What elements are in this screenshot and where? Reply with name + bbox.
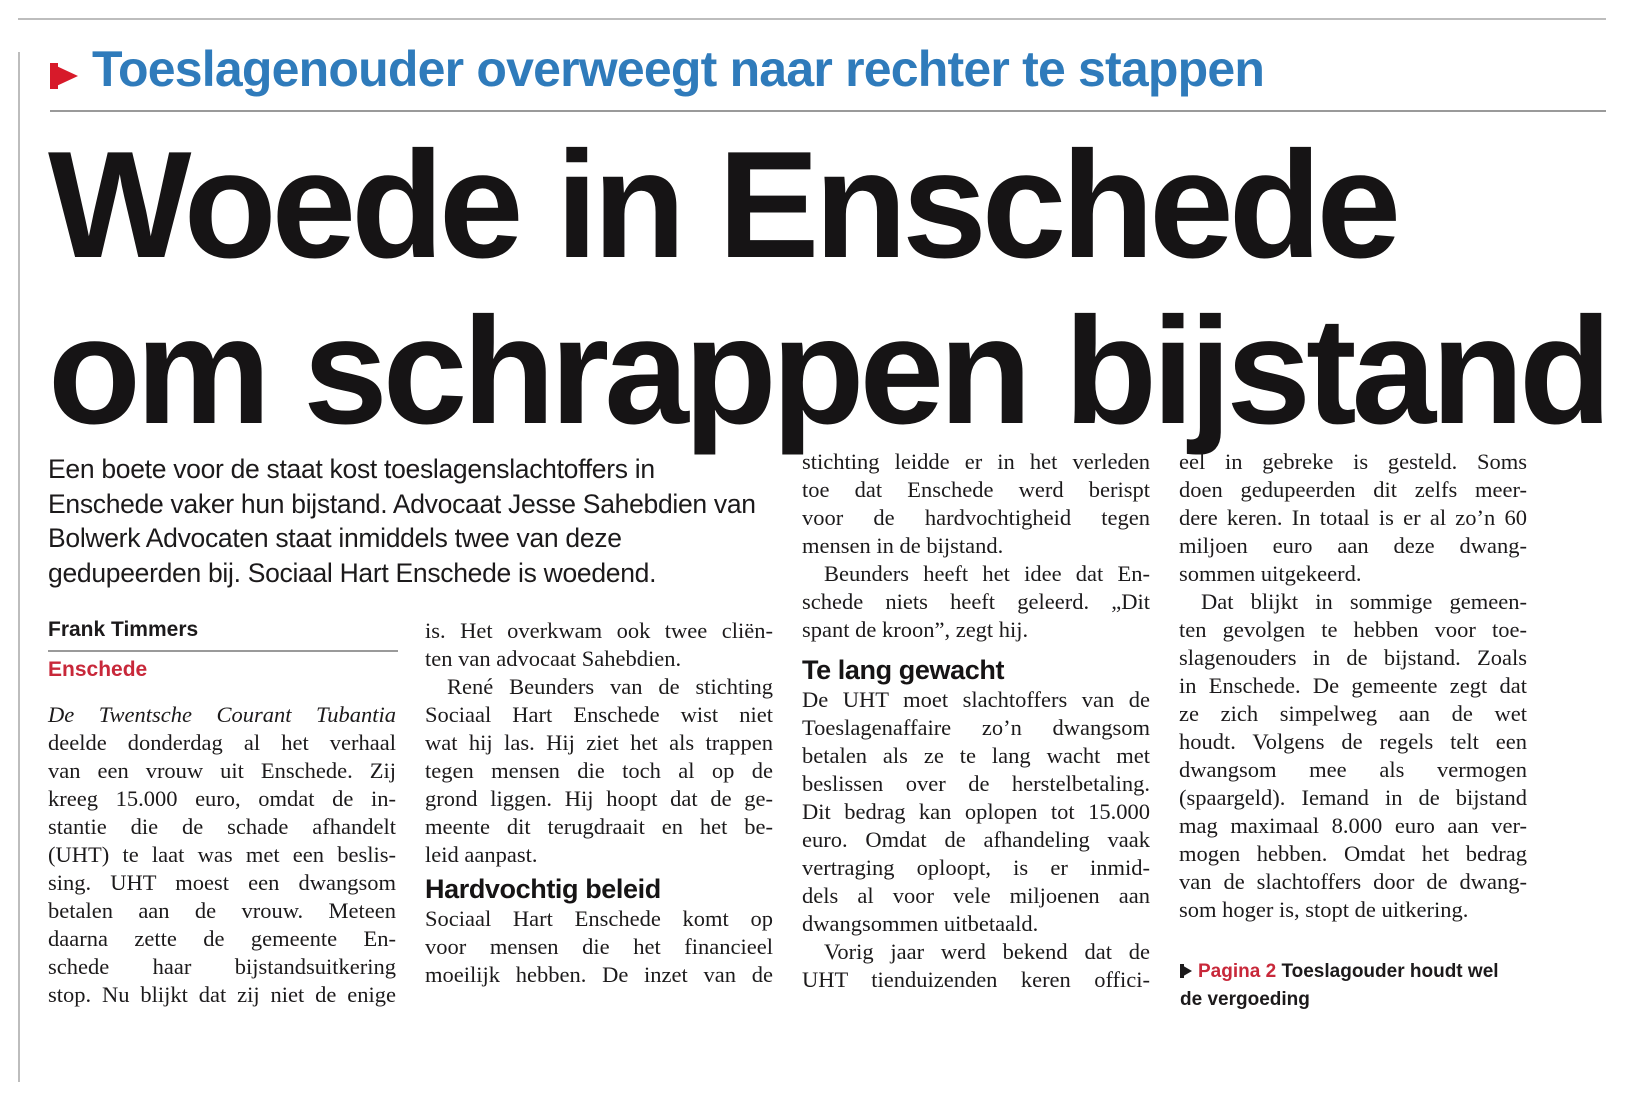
lede-line: gedupeerden bij. Sociaal Hart Enschede is woedend.: [48, 557, 657, 588]
body-line: Dat blijkt in sommige gemeen-: [1201, 589, 1527, 614]
body-line: slagenouders in de bijstand. Zoals: [1179, 645, 1527, 670]
body-line: Vorig jaar werd bekend dat de: [824, 939, 1150, 964]
page-reference[interactable]: [1180, 958, 1540, 1014]
lede-line: Bolwerk Advocaten staat inmiddels twee van deze: [48, 523, 622, 553]
body-line: stichting leidde er in het verleden: [802, 449, 1150, 474]
byline-rule: [48, 650, 398, 652]
body-line: dwangsommen uitbetaald.: [802, 911, 1039, 936]
headline-line-1: Woede in Enschede: [48, 120, 1397, 290]
page-reference-number: Pagina 2: [1198, 961, 1277, 982]
body-line: van een vrouw uit Enschede. Zij: [48, 758, 396, 783]
body-column-4: [1179, 448, 1527, 924]
body-column-3: [802, 448, 1150, 994]
body-line: meente dit terugdraait en het be-: [425, 814, 773, 839]
body-line: beslissen over de herstelbetaling.: [802, 771, 1150, 796]
body-line: wat hij las. Hij ziet het als trappen: [425, 730, 773, 755]
body-line: eel in gebreke is gesteld. Soms: [1179, 449, 1527, 474]
kicker-arrow-icon: [50, 63, 78, 89]
body-line: euro. Omdat de afhandeling vaak: [802, 827, 1150, 852]
body-column-2: [425, 617, 773, 989]
body-line: van de slachtoffers door de dwang-: [1179, 869, 1527, 894]
body-line: voor mensen die het financieel: [425, 934, 773, 959]
page-reference-text: Toeslagouder houdt wel: [1281, 961, 1499, 982]
body-line: ten van advocaat Sahebdien.: [425, 646, 682, 671]
headline: [48, 122, 1618, 454]
body-line: mag maximaal 8.000 euro aan ver-: [1179, 813, 1527, 838]
body-line: stantie die de schade afhandelt: [48, 814, 396, 839]
top-rule: [18, 18, 1606, 20]
body-line: vertraging oploopt, is er inmid-: [802, 855, 1150, 880]
body-line: is. Het overkwam ook twee cliën-: [425, 618, 773, 643]
body-line: moeilijk hebben. De inzet van de: [425, 962, 773, 987]
body-line: ten gevolgen te hebben voor toe-: [1179, 617, 1527, 642]
body-line: houdt. Volgens de regels telt een: [1179, 729, 1527, 754]
arrow-right-icon: [1180, 964, 1192, 978]
body-line: schede haar bijstandsuitkering: [48, 954, 396, 979]
body-line: tegen mensen die toch al op de: [425, 758, 773, 783]
body-line: dels al voor vele miljoenen aan: [802, 883, 1150, 908]
body-line: sing. UHT moest een dwangsom: [48, 870, 396, 895]
body-line: doen gedupeerden dit zelfs meer-: [1179, 477, 1527, 502]
body-line: kreeg 15.000 euro, omdat de in-: [48, 786, 396, 811]
body-line: UHT tienduizenden keren offici-: [802, 967, 1150, 992]
body-line: (spaargeld). Iemand in de bijstand: [1179, 785, 1527, 810]
body-line: sommen uitgekeerd.: [1179, 561, 1362, 586]
body-line: mogen hebben. Omdat het bedrag: [1179, 841, 1527, 866]
dateline-place: Enschede: [48, 658, 148, 681]
body-line: Toeslagenaffaire zo’n dwangsom: [802, 715, 1150, 740]
body-line: som hoger is, stopt de uitkering.: [1179, 897, 1469, 922]
body-line: spant de kroon”, zegt hij.: [802, 617, 1029, 642]
body-line: betalen als ze te lang wacht met: [802, 743, 1150, 768]
kicker-rule: [50, 110, 1606, 112]
left-rule: [18, 52, 20, 1082]
body-line: Sociaal Hart Enschede komt op: [425, 906, 773, 931]
body-line: ze zich simpelweg aan de wet: [1179, 701, 1527, 726]
lede-line: Enschede vaker hun bijstand. Advocaat Jesse Sahebdien van: [48, 488, 756, 519]
body-line: leid aanpast.: [425, 842, 538, 867]
body-line: (UHT) te laat was met een beslis-: [48, 842, 396, 867]
body-line: Dit bedrag kan oplopen tot 15.000: [802, 799, 1150, 824]
body-line: miljoen euro aan deze dwang-: [1179, 533, 1527, 558]
body-line: toe dat Enschede werd berispt: [802, 477, 1150, 502]
body-line: mensen in de bijstand.: [802, 533, 1004, 558]
kicker-text: Toeslagenouder overweegt naar rechter te stappen: [92, 41, 1265, 97]
page-reference-text-2: de vergoeding: [1180, 989, 1310, 1010]
body-line: De UHT moet slachtoffers van de: [802, 687, 1150, 712]
body-line: Sociaal Hart Enschede wist niet: [425, 702, 773, 727]
body-line: voor de hardvochtigheid tegen: [802, 505, 1150, 530]
body-line: daarna zette de gemeente En-: [48, 926, 396, 951]
body-line: René Beunders van de stichting: [447, 674, 773, 699]
kicker: [50, 38, 1606, 108]
byline: [48, 618, 398, 682]
lede-line: Een boete voor de staat kost toeslagenslachtoffers in: [48, 454, 655, 484]
headline-line-2: om schrappen bijstand: [48, 286, 1607, 456]
lede: [48, 452, 788, 590]
author-name: Frank Timmers: [48, 618, 199, 641]
body-column-1: [48, 701, 396, 1009]
body-line: in Enschede. De gemeente zegt dat: [1179, 673, 1527, 698]
body-line: Beunders heeft het idee dat En-: [824, 561, 1150, 586]
subhead-hardvochtig-beleid: Hardvochtig beleid: [425, 874, 661, 904]
body-line: dere keren. In totaal is er al zo’n 60: [1179, 505, 1527, 530]
body-line: De Twentsche Courant Tubantia: [48, 702, 396, 727]
subhead-te-lang-gewacht: Te lang gewacht: [802, 655, 1005, 685]
body-line: betalen aan de vrouw. Meteen: [48, 898, 396, 923]
body-line: schede niets heeft geleerd. „Dit: [802, 589, 1150, 614]
body-line: deelde donderdag al het verhaal: [48, 730, 396, 755]
body-line: stop. Nu blijkt dat zij niet de enige: [48, 982, 396, 1007]
body-line: dwangsom mee als vermogen: [1179, 757, 1527, 782]
body-line: grond liggen. Hij hoopt dat de ge-: [425, 786, 773, 811]
